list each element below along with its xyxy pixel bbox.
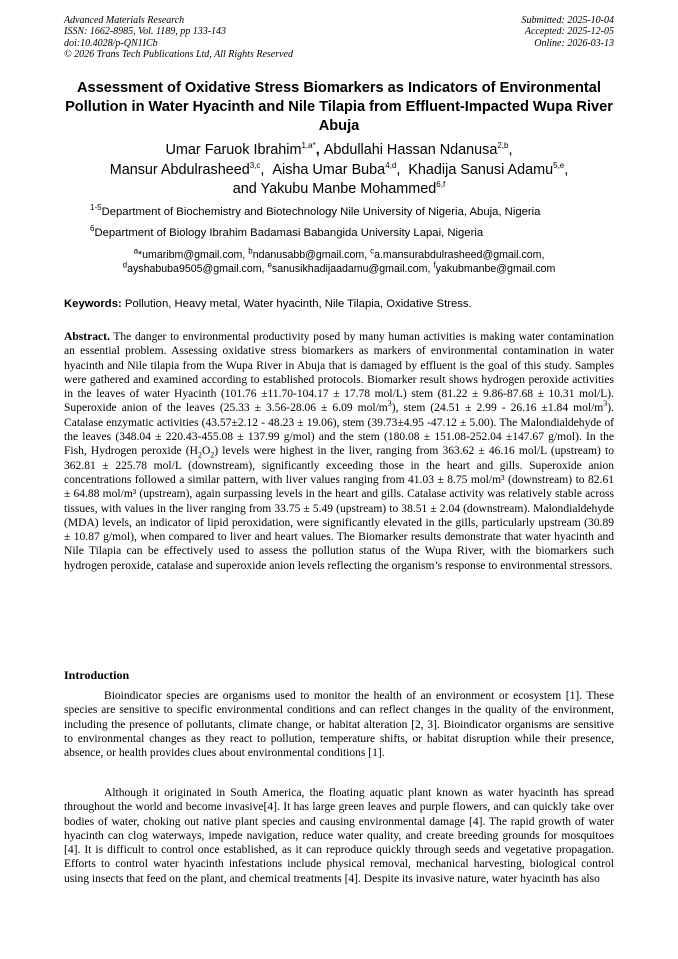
- publication-dates: [522, 15, 615, 49]
- author-name: Umar Faruok Ibrahim: [165, 142, 302, 158]
- abstract-sup: 3: [603, 399, 608, 409]
- date-submitted: Submitted: 2025-10-04: [521, 15, 614, 26]
- author-sup: 6,f: [436, 180, 446, 190]
- author-sup: 3,c: [249, 160, 261, 170]
- email-sup: d: [122, 260, 128, 270]
- email-sup: a: [133, 246, 139, 256]
- author-conjunction: and: [232, 181, 257, 197]
- keywords-text: Pollution, Heavy metal, Water hyacinth, Nile Tilapia, Oxidative Stress.: [124, 298, 472, 310]
- email-line-2: $^d$ayshabuba9505@gmail.com, $^e$sanusikhadijaadamu@gmail.com, $^f$yakubmanbe@gmail.com: [122, 260, 556, 276]
- abstract-text: The danger to environmental productivity posed by many human activities is making water contamination an essential problem. Assessing oxidative stress biomarkers as markers of environmental contamination in water hyacinth and Nile tilapia from the Wupa River in Abuja that is damaged by effluent is the goal of this study. Samples were gathered and examined according to established protocols. Biomarker result shows hydrogen peroxide activities in the leaves of water Hyacinth (101.76 ±11.70-104.17 ± 17.78 mol/L) stem (81.22 ± 9.86-87.68 ± 10.31 mol/L). Superoxide anion of the leaves (25.33 ± 3.56-28.06 ± 6.09 mol/m: [64, 331, 614, 415]
- author-list: [64, 141, 614, 200]
- section-heading-introduction: Introduction: [64, 668, 130, 682]
- author-emails: [64, 248, 614, 276]
- email-sup: b: [248, 246, 253, 256]
- abstract: [64, 330, 614, 573]
- journal-copyright: © 2026 Trans Tech Publications Ltd, All Rights Reserved: [64, 49, 293, 61]
- journal-name: Advanced Materials Research: [64, 15, 185, 26]
- journal-info: [64, 15, 293, 61]
- paragraph-text: Although it originated in South America, the floating aquatic plant known as water hyacinth has spread throughout the world and become invasive[4]. It has large green leaves and purple flowers, and can quickly take over bodies of water, choking out native plant species and causing environmental damage [4]. The rapid growth of water hyacinth can clog waterways, impede navigation, reduce water quality, and create breeding grounds for mosquitoes [4]. It is difficult to control once established, as it can reproduce quickly through seeds and vegetative propagation. Efforts to control water hyacinth infestations include physical removal, mechanical harvesting, biological control using insects that feed on the plant, and chemical treatments [4]. Despite its invasive nature, water hyacinth has also: [64, 787, 614, 885]
- journal-issn: ISSN: 1662-8985, Vol. 1189, pp 133-143: [64, 26, 227, 38]
- body-paragraph: [64, 689, 614, 760]
- abstract-label: Abstract.: [64, 331, 110, 343]
- email-link[interactable]: ndanusabb@gmail.com: [252, 249, 365, 261]
- abstract-text: ) levels were highest in the liver, ranging from 363.62 ± 46.16 mol/L (upstream) to 362.81 ± 225.78 mol/L (downstream), significantly exceeding those in the heart and gills. Superoxide anion concentrations followed a similar pattern, with liver values ranging from 41.03 ± 8.75 mol/m³ (downstream) to 82.61 ± 64.88 mol/m³ (upstream), again surpassing levels in the heart and gills. Catalase activity was relatively stable across tissues, with values in the liver ranging from 33.75 ± 5.49 (upstream) to 38.51 ± 2.04 (downstream). Malondialdehyde (MDA) levels, an indicator of lipid peroxidation, were significantly elevated in the gills, particularly upstream (30.89 ± 10.87 g/mol), when compared to liver and heart values. The Biomarker results demonstrate that water hyacinth and Nile Tilapia can be effectively used to assess the pollution status of the Wupa River, with the biomarkers such hydrogen peroxide, catalase and superoxide anion levels reflecting the organism’s response to environmental stressors.: [64, 445, 614, 572]
- keywords-label: Keywords:: [64, 298, 122, 310]
- abstract-sup: 3: [387, 399, 392, 409]
- email-sup: c: [370, 246, 375, 256]
- email-link[interactable]: *umaribm@gmail.com: [138, 249, 243, 261]
- email-link[interactable]: ayshabuba9505@gmail.com: [127, 263, 262, 276]
- author-line-2: Mansur Abdulrasheed$^{3,c}$, Aisha Umar Buba$^{4,d}$, Khadija Sanusi Adamu$^{5,e}$,: [109, 160, 569, 178]
- abstract-text: O: [201, 445, 211, 458]
- abstract-text: ). Catalase enzymatic activities (43.57±2.12 - 48.23 ± 19.06), stem (39.73±4.95 -47.12 ± 5.00). The Malondialdehyde of the leaves (348.04 ± 220.43-455.08 ± 137.99 g/mol) and the stem (180.08 ± 151.08-252.04 ±147.67 g/mol). In the Fish, Hydrogen peroxide (H: [64, 402, 614, 458]
- keywords: [64, 297, 614, 311]
- author-name: Yakubu Manbe Mohammed: [260, 181, 437, 197]
- paper-title: Assessment of Oxidative Stress Biomarkers as Indicators of Environmental Pollution in Water Hyacinth and Nile Tilapia from Effluent-Impacted Wupa River Abuja: [65, 80, 613, 134]
- author-name: Aisha Umar Buba: [272, 161, 386, 178]
- author-sup: 5,e: [553, 160, 565, 170]
- author-line-3: [64, 180, 614, 200]
- abstract-text: ), stem (24.51 ± 2.99 - 26.16 ±1.84 mol/m: [391, 402, 604, 415]
- date-online: Online: 2026-03-13: [534, 37, 614, 49]
- abstract-sub: 2: [197, 450, 202, 460]
- date-accepted: Accepted: 2025-12-05: [524, 26, 614, 38]
- body-paragraph: [64, 786, 614, 886]
- author-line-1: Umar Faruok Ibrahim$^{1,a*}$, Abdullahi Hassan Ndanusa$^{2,b}$,: [165, 141, 513, 158]
- affiliation-text: Department of Biology Ibrahim Badamasi Babangida University Lapai, Nigeria: [94, 227, 484, 239]
- author-name: Mansur Abdulrasheed: [109, 161, 250, 178]
- author-name: Abdullahi Hassan Ndanusa: [323, 142, 498, 158]
- email-link[interactable]: yakubmanbe@gmail.com: [435, 263, 556, 276]
- email-sup: f: [433, 260, 436, 270]
- journal-doi: doi:10.4028/p-QN1ICb: [64, 37, 158, 49]
- email-line-1: $^a$*umaribm@gmail.com, $^b$ndanusabb@gmail.com, $^c$a.mansurabdulrasheed@gmail.com,: [133, 246, 545, 261]
- affiliation-sup: 6: [90, 224, 95, 234]
- affiliation: [90, 205, 540, 219]
- paragraph-text: Bioindicator species are organisms used to monitor the health of an environment or ecosystem [1]. These species are sensitive to specific environmental conditions and can reflect changes in the quality of the environment, including the presence of pollutants, climate change, or habitat alteration [2, 3]. Bioindicator organisms are sensitive to environmental changes as they react to pollution, temperature shifts, or habitat disruption while their presence, absence, or health provides clues about environmental conditions [1].: [64, 690, 614, 759]
- affiliation-sup: 1-5: [90, 203, 102, 213]
- author-name: Khadija Sanusi Adamu: [408, 161, 554, 178]
- email-sup: e: [267, 260, 272, 270]
- author-sup: 1,a*: [301, 141, 316, 151]
- email-link[interactable]: a.mansurabdulrasheed@gmail.com: [374, 249, 542, 261]
- abstract-sub: 2: [210, 450, 215, 460]
- affiliation: [90, 226, 483, 240]
- email-link[interactable]: sanusikhadijaadamu@gmail.com: [271, 263, 428, 276]
- author-sup: 4,d: [385, 160, 397, 170]
- author-sup: 2,b: [497, 141, 509, 151]
- affiliation-text: Department of Biochemistry and Biotechnology Nile University of Nigeria, Abuja, Nigeria: [101, 206, 541, 218]
